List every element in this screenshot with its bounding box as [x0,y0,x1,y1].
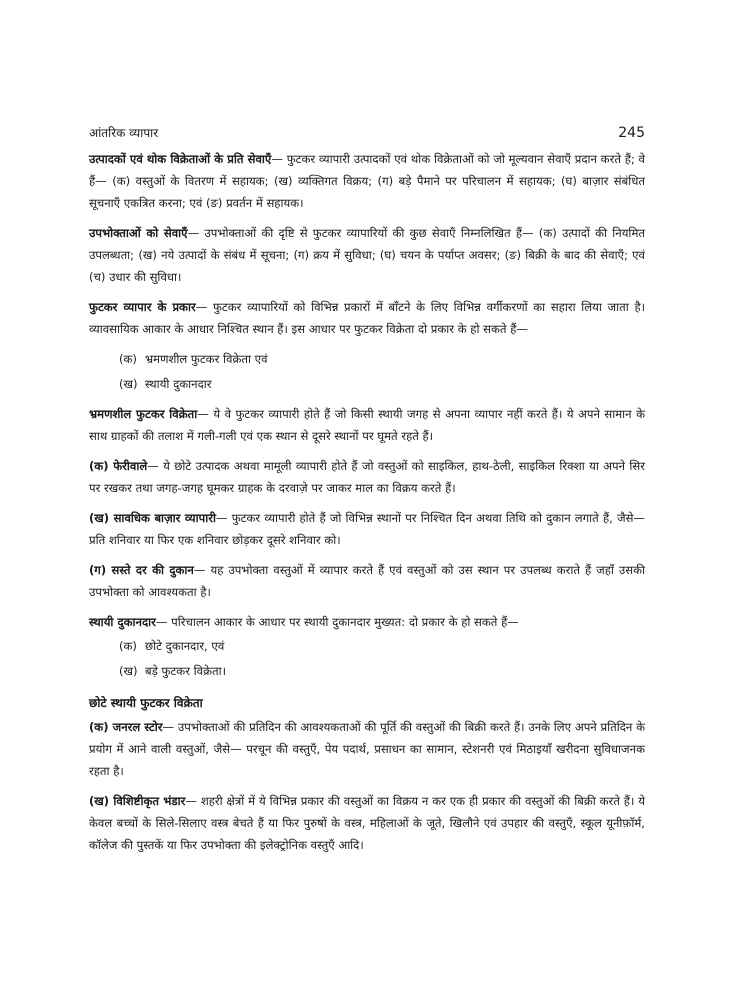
term: (ग) सस्ते दर की दुकान [89,563,194,577]
section-subheading: छोटे स्थायी फुटकर विक्रेता [89,696,203,710]
body-text: — फुटकर व्यापारी होते हैं जो विभिन्न स्थानों पर निश्चित दिन अथवा तिथि को दुकान लगाते हैं, जैसे— प्रति शनिवार या फिर एक शनिवार छोड़कर दूसरे शनिवार को। [89,511,646,547]
term: उपभोक्ताओं को सेवाएँ [89,226,188,240]
list-item [119,348,645,370]
page-number: 245 [618,125,645,141]
document-page [89,124,645,864]
list-marker: (ख) [119,377,138,391]
term: फुटकर व्यापार के प्रकार [89,300,196,314]
paragraph-services-to-consumers [89,222,645,288]
term: (ख) सावधिक बाज़ार व्यापारी [89,511,216,525]
page-header [89,124,645,141]
term: भ्रमणशील फुटकर विक्रेता [89,407,198,421]
list-marker: (क) [119,639,137,653]
term: स्थायी दुकानदार [89,615,156,629]
list-item [119,635,645,657]
body-text: — ये छोटे उत्पादक अथवा मामूली व्यापारी होते हैं जो वस्तुओं को साइकिल, हाथ-ठेली, साइकिल रिक्शा या अपने सिर पर रखकर तथा जगह-जगह घूमकर ग्राहक के दरवाज़े पर जाकर माल का विक्रय करते हैं। [89,459,646,495]
paragraph-cheap-jacks [89,559,645,603]
paragraph-peddlers [89,455,645,499]
list-label: भ्रमणशील फुटकर विक्रेता एवं [145,352,268,366]
term: (ख) विशिष्टीकृत भंडार [89,794,186,808]
paragraph-types-of-retail [89,296,645,340]
term: उत्पादकों एवं थोक विक्रेताओं के प्रति सेवाएँ [89,152,272,166]
paragraph-general-stores [89,716,645,782]
body-text: — शहरी क्षेत्रों में ये विभिन्न प्रकार की वस्तुओं का विक्रय न कर एक ही प्रकार की वस्तुओं की बिक्री करते हैं। ये केवल बच्चों के सिले-सिलाए वस्त्र बेचते हैं या फिर पुरुषों के वस्त्र, महिलाओं के जूते, खिलौने एवं उपहार की वस्तुएँ, स्कूल यूनीफ़ॉर्म, कॉलेज की पुस्तकें या फिर उपभोक्ता की इलेक्ट्रोनिक वस्तुएँ आदि। [89,794,645,852]
chapter-title: आंतरिक व्यापार [89,126,159,140]
body-text: — उपभोक्ताओं की दृष्टि से फुटकर व्यापारियों की कुछ सेवाएँ निम्नलिखित हैं— (क) उत्पादों की नियमित उपलब्धता; (ख) नये उत्पादों के संबंध में सूचना; (ग) क्रय में सुविधा; (घ) चयन के पर्याप्त अवसर; (ङ) बिक्री के बाद की सेवाएँ; एवं (च) उधार की सुविधा। [89,226,645,284]
paragraph-specialty-shops [89,790,645,856]
term: (क) जनरल स्टोर [89,720,163,734]
list-label: बड़े फुटकर विक्रेता। [145,664,226,678]
body-text: — फुटकर व्यापारियों को विभिन्न प्रकारों में बाँटने के लिए विभिन्न वर्गीकरणों का सहारा लिया जाता है। व्यावसायिक आकार के आधार निश्चित स्थान हैं। इस आधार पर फुटकर विक्रेता दो प्रकार के हो सकते हैं— [89,300,645,336]
body-text: — उपभोक्ताओं की प्रतिदिन की आवश्यकताओं की पूर्ति की वस्तुओं की बिक्री करते हैं। उनके लिए अपने प्रतिदिन के प्रयोग में आने वाली वस्तुओं, जैसे— परचून की वस्तुएँ, पेय पदार्थ, प्रसाधन का सामान, स्टेशनरी एवं मिठाइयाँ खरीदना सुविधाजनक रहता है। [89,720,645,778]
list-label: छोटे दुकानदार, एवं [145,639,225,653]
body-text: — परिचालन आकार के आधार पर स्थायी दुकानदार मुख्यत: दो प्रकार के हो सकते हैं— [155,615,519,629]
paragraph-itinerant-retailers [89,403,645,447]
list-marker: (ख) [119,664,138,678]
paragraph-services-to-producers [89,148,645,214]
list-item [119,373,645,395]
list-item [119,660,645,682]
paragraph-periodic-market-traders [89,507,645,551]
term: (क) फेरीवाले [89,459,148,473]
body-text: — यह उपभोक्ता वस्तुओं में व्यापार करते हैं एवं वस्तुओं को उस स्थान पर उपलब्ध कराते हैं जहाँ उसकी उपभोक्ता को आवश्यकता है। [89,563,645,599]
body-text: — ये वे फुटकर व्यापारी होते हैं जो किसी स्थायी जगह से अपना व्यापार नहीं करते हैं। ये अपने सामान के साथ ग्राहकों की तलाश में गली-गली एवं एक स्थान से दूसरे स्थानों पर घूमते रहते हैं। [89,407,645,443]
body-text: — फुटकर व्यापारी उत्पादकों एवं थोक विक्रेताओं को जो मूल्यवान सेवाएँ प्रदान करते हैं; वे हैं— (क) वस्तुओं के वितरण में सहायक; (ख) व्यक्तिगत विक्रय; (ग) बड़े पैमाने पर परिचालन में सहायक; (घ) बाज़ार संबंधित सूचनाएँ एकत्रित करना; एवं (ङ) प्रवर्तन में सहायक। [89,152,645,210]
paragraph-fixed-shops [89,611,645,633]
list-marker: (क) [119,352,137,366]
list-label: स्थायी दुकानदार [145,377,212,391]
